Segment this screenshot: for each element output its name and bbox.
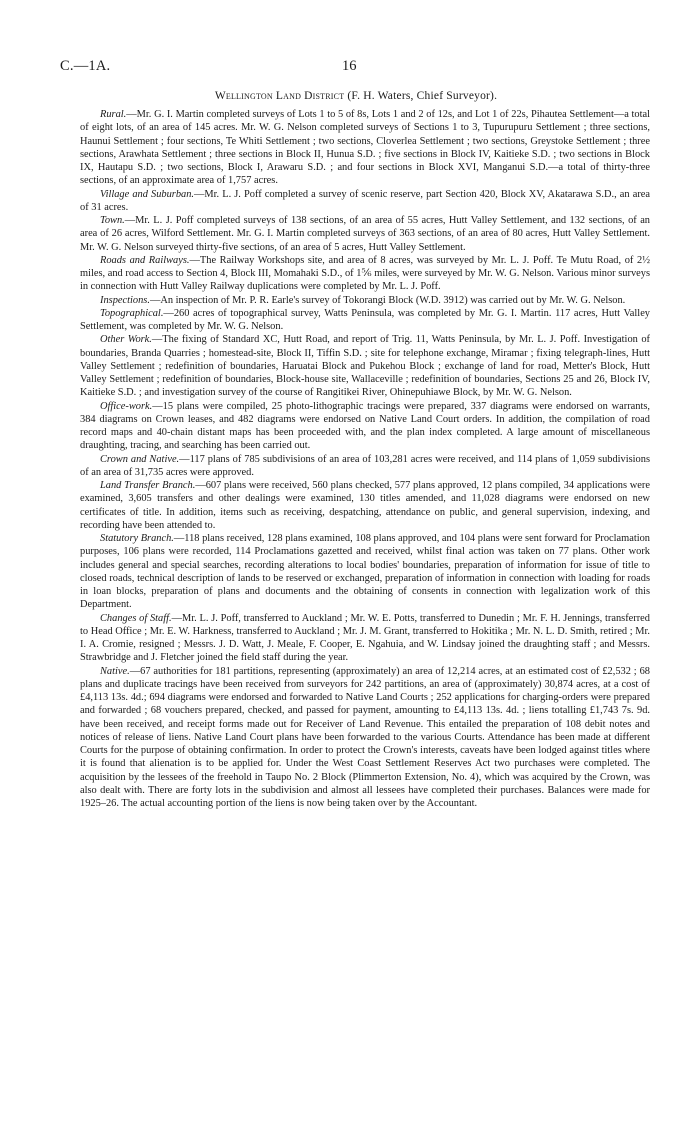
paragraph-text: —Mr. L. J. Poff completed surveys of 138 sections, of an area of 55 acres, Hutt Valley Settlement, and 132 sections, of an area of 26 acres, Wilford Settlement. Mr. G. I. Martin completed surveys of 363 sections, of an area of 80 acres, Hutt Valley Settlement. Mr. W. G. Nelson surveyed thirty-five sections, of an area of 5 acres, Hutt Valley Settlement. bbox=[80, 215, 650, 253]
paragraph-native bbox=[80, 665, 650, 811]
document-reference: C.—1A. bbox=[60, 58, 111, 74]
paragraph-land-transfer bbox=[80, 479, 650, 532]
paragraph-text: —607 plans were received, 560 plans checked, 577 plans approved, 12 plans compiled, 34 applications were examined, 3,605 transfers and other dealings were examined, 130 titles amended, and 11,028 diagrams were endorsed on new certificates of title. In addition, items such as receiving, despatching, attendance on public, and general supervision, indexing, and recording have been attended to. bbox=[80, 480, 650, 531]
chief-surveyor: (F. H. Waters, Chief Surveyor). bbox=[347, 90, 498, 102]
paragraph-text: —118 plans received, 128 plans examined, 108 plans approved, and 104 plans were sent forward for Proclamation purposes, 106 plans were recorded, 114 Proclamations gazetted and received, whilst final action was taken on 77 plans. Other work includes general and special searches, recording alterations to local bodies' boundaries, preparation of information for issue of title to closed roads, technical description of lands to be reserved or exchanged, preparation of information in connection with loading for roads in loan blocks, preparation of plans and documents and the obtaining of consents in connection with legalization work of this Department. bbox=[80, 533, 650, 611]
paragraph-lead: Other Work. bbox=[100, 334, 152, 346]
paragraph-lead: Office-work. bbox=[100, 400, 153, 412]
paragraph-text: —67 authorities for 181 partitions, representing (approximately) an area of 12,214 acres, at an estimated cost of £2,532 ; 68 plans and duplicate tracings have been received from surveyors for 242 partitions, an area of (approximately) 30,874 acres, at a cost of £4,113 13s. 4d.; 694 diagrams were endorsed and forwarded to Native Land Courts ; 252 applications for charging-orders were prepared and forwarded ; 68 vouchers prepared, checked, and passed for payment, amounting to £4,113 13s. 4d. ; liens totalling £1,743 7s. 9d. have been received, and receipt forms made out for Receiver of Land Revenue. This entailed the preparation of 108 debit notes and notices of release of liens. Native Land Court plans have been forwarded to the various Courts. Attendance has been made at different Courts for the purpose of obtaining confirmation. In order to protect the Crown's interests, caveats have been lodged against titles where it is found that alienation is to be applied for. Under the West Coast Settlement Reserves Act two purchases were completed. The acquisition by the lessees of the freehold in Taupo No. 2 Block (Plimmerton Extension, No. 4), which was acquired by the Crown, was also dealt with. There are forty lots in the subdivision and almost all lessees have completed their purchases. Balances were made for 1925–26. The actual accounting portion of the liens is now being taken over by the Accountant. bbox=[80, 665, 650, 809]
paragraph-other-work bbox=[80, 333, 650, 399]
paragraph-topographical bbox=[80, 307, 650, 334]
paragraph-lead: Inspections. bbox=[100, 294, 150, 306]
paragraph-text: —15 plans were compiled, 25 photo-lithographic tracings were prepared, 337 diagrams were endorsed on warrants, 384 diagrams on Crown leases, and 482 diagrams were endorsed on Native Land Court orders. In addition, the compilation of road record maps and 40-chain distant maps has been proceeded with, and the plan index completed. A large amount of miscellaneous draughting, tracing, and searching has been carried out. bbox=[80, 400, 650, 452]
paragraph-text: —Mr. L. J. Poff, transferred to Auckland ; Mr. W. E. Potts, transferred to Dunedin ; Mr. F. H. Jennings, transferred to Head Office ; Mr. E. W. Harkness, transferred to Auckland ; Mr. J. M. Grant, transferred to Hokitika ; Mr. N. L. D. Smith, retired ; Mr. I. A. Cromie, resigned ; Messrs. J. D. Watt, J. Meale, F. Cooper, E. Ngahuia, and W. Lindsay joined the draughting staff ; and Messrs. Strawbridge and J. Fletcher joined the field staff during the year. bbox=[80, 612, 650, 664]
paragraph-roads-railways bbox=[80, 254, 650, 294]
paragraph-lead: Topographical. bbox=[100, 307, 164, 319]
paragraph-changes-staff bbox=[80, 612, 650, 665]
paragraph-text: —117 plans of 785 subdivisions of an area of 103,281 acres were received, and 114 plans of 1,059 subdivisions of an area of 31,735 acres were approved. bbox=[80, 453, 650, 478]
paragraph-crown-native bbox=[80, 453, 650, 480]
page-number: 16 bbox=[342, 58, 357, 74]
district-name: Wellington Land District bbox=[214, 90, 345, 102]
paragraph-town bbox=[80, 214, 650, 254]
paragraph-village-suburban bbox=[80, 188, 650, 215]
paragraph-text: —Mr. L. J. Poff completed a survey of scenic reserve, part Section 420, Block XV, Akatarawa S.D., an area of 31 acres. bbox=[80, 188, 651, 213]
paragraph-text: —Mr. G. I. Martin completed surveys of Lots 1 to 5 of 8s, Lots 1 and 2 of 12s, and Lot 1 of 22s, Pihautea Settlement—a total of eight lots, of an area of 145 acres. Mr. W. G. Nelson completed surveys of Sections 1 to 3, Tupurupuru Settlement ; three sections, Haunui Settlement ; four sections, Te Whiti Settlement ; two sections, Cloverlea Settlement ; two sections, Greystoke Settlement ; three sections, Arawhata Settlement ; three sections in Block II, Hunua S.D. ; five sections in Block IV, Kaitieke S.D. ; two sections in Block IX, Hautapu S.D. ; two sections, Block I, Arawaru S.D. ; and four sections in Block XVI, Manganui S.D.—a total of thirty-three sections, of an approximate area of 1,757 acres. bbox=[80, 109, 650, 187]
paragraph-lead: Roads and Railways. bbox=[100, 254, 190, 266]
paragraph-lead: Rural. bbox=[100, 109, 127, 120]
paragraph-statutory bbox=[80, 532, 650, 612]
paragraph-lead: Town. bbox=[100, 215, 125, 226]
paragraph-text: —The Railway Workshops site, and area of 8 acres, was surveyed by Mr. L. J. Poff. Te Mutu Road, of 2½ miles, and road access to Section 4, Block III, Momahaki S.D., of 1⅚ miles, were surveyed by Mr. W. G. Nelson. Various minor surveys in connection with Hutt Valley Railway duplications were completed by Mr. L. J. Poff. bbox=[80, 254, 650, 293]
section-heading bbox=[60, 90, 652, 102]
paragraph-text: —The fixing of Standard XC, Hutt Road, and report of Trig. 11, Watts Peninsula, by Mr. L. J. Poff. Investigation of boundaries, Branda Quarries ; homestead-site, Block II, Tiffin S.D. ; site for telephone exchange, Miramar ; fixing telegraph-lines, Hutt Valley Settlement ; redefinition of boundaries, Haruatai Block and Pukehou Block ; exchange of land for road, Metter's Block, Hutt Valley Settlement ; redefinition of boundaries, Block-house site, Wallaceville ; redefinition of boundaries, Sections 25 and 26, Block IV, Kaitieke S.D. ; and investigation survey of the course of Rangitikei River, Ohinepuhiawe Block, by Mr. W. G. Nelson. bbox=[80, 334, 650, 399]
paragraph-lead: Changes of Staff. bbox=[100, 612, 172, 624]
paragraph-rural bbox=[80, 108, 650, 188]
paragraph-lead: Crown and Native. bbox=[100, 453, 180, 465]
paragraph-lead: Statutory Branch. bbox=[100, 533, 174, 544]
paragraph-office-work bbox=[80, 400, 650, 453]
paragraph-lead: Village and Suburban. bbox=[100, 188, 195, 200]
report-body bbox=[80, 108, 650, 810]
paragraph-text: —260 acres of topographical survey, Watts Peninsula, was completed by Mr. G. I. Martin. 117 acres, Hutt Valley Settlement, was completed by Mr. W. G. Nelson. bbox=[80, 307, 650, 332]
paragraph-lead: Land Transfer Branch. bbox=[100, 480, 196, 491]
paragraph-text: —An inspection of Mr. P. R. Earle's survey of Tokorangi Block (W.D. 3912) was carried out by Mr. W. G. Nelson. bbox=[149, 294, 626, 306]
page-header bbox=[60, 58, 652, 76]
paragraph-inspections bbox=[80, 294, 650, 307]
paragraph-lead: Native. bbox=[100, 665, 130, 677]
